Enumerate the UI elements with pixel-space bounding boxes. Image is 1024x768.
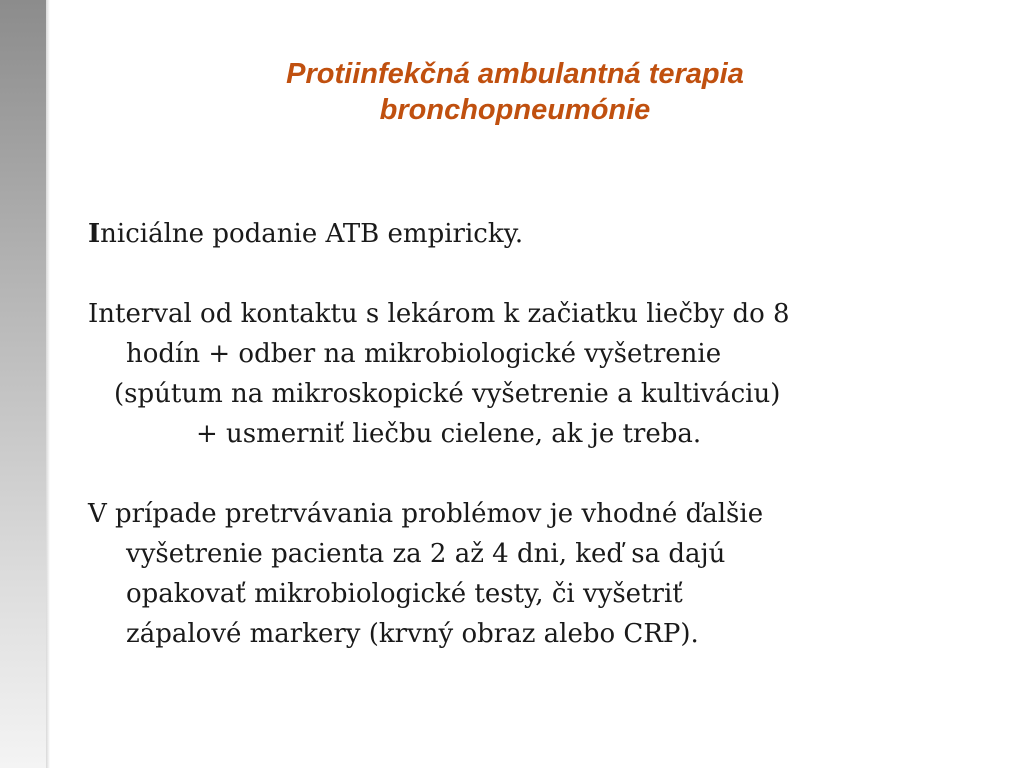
first-letter: I — [88, 219, 101, 249]
paragraph-2-line-1: Interval od kontaktu s lekárom k začiatku liečby do 8 — [88, 299, 790, 329]
paragraph-3-line-1: V prípade pretrvávania problémov je vhodné ďalšie — [88, 499, 764, 529]
paragraph-1 — [88, 214, 988, 254]
paragraph-2-line-3: (spútum na mikroskopické vyšetrenie a kultiváciu) — [114, 379, 781, 409]
paragraph-3-line-2: vyšetrenie pacienta za 2 až 4 dni, keď sa dajú — [126, 539, 726, 569]
paragraph-3-line-4: zápalové markery (krvný obraz alebo CRP). — [126, 619, 699, 649]
paragraph-1-line — [88, 214, 988, 254]
paragraph-2-line-4: + usmerniť liečbu cielene, ak je treba. — [196, 419, 702, 449]
paragraph-2-line-2: hodín + odber na mikrobiologické vyšetrenie — [126, 339, 722, 369]
title-line-2: bronchopneumónie — [379, 94, 651, 126]
title-line-1: Protiinfekčná ambulantná terapia — [286, 58, 744, 90]
side-gradient-bar — [0, 0, 46, 768]
paragraph-1-text: niciálne podanie ATB empiricky. — [100, 219, 524, 249]
paragraph-3-line-3: opakovať mikrobiologické testy, či vyšetriť — [126, 579, 683, 609]
paragraph-2 — [88, 294, 988, 454]
slide-body — [88, 214, 988, 694]
paragraph-3 — [88, 494, 988, 654]
slide-title — [170, 56, 860, 128]
side-bar-edge — [46, 0, 50, 768]
